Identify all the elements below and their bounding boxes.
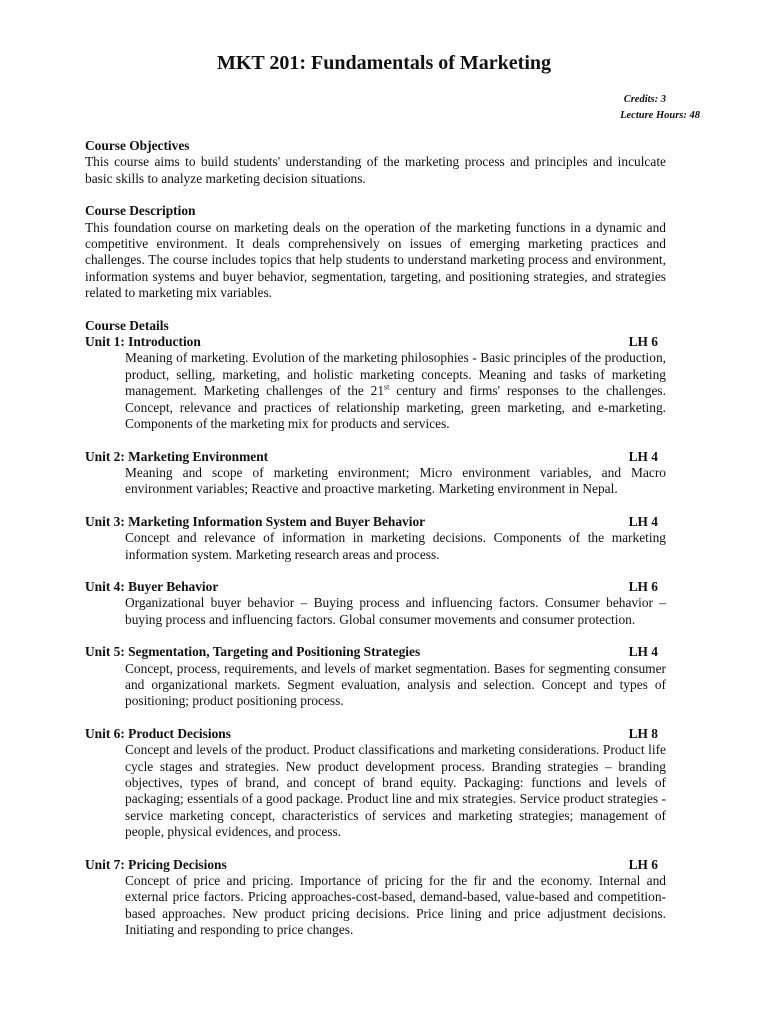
unit-title: Unit 5: Segmentation, Targeting and Positioning Strategies: [85, 644, 421, 660]
lecture-hours: LH 8: [628, 725, 658, 741]
unit-7: [85, 857, 666, 939]
unit-description: Concept and relevance of information in marketing decisions. Components of the marketing information system. Marketing research areas and process.: [125, 530, 666, 562]
course-details-heading: Course Details: [85, 317, 169, 333]
unit-title: Unit 7: Pricing Decisions: [85, 856, 227, 872]
course-objectives-heading: Course Objectives: [85, 138, 190, 153]
unit-3: [85, 514, 666, 563]
unit-description: Organizational buyer behavior – Buying process and influencing factors. Consumer behavior – buying process and influencing factors. Global consumer movements and consumer protection.: [125, 595, 666, 627]
unit-title: Unit 6: Product Decisions: [85, 725, 231, 741]
course-description-heading: Course Description: [85, 203, 196, 219]
unit-2: [85, 449, 666, 498]
lecture-hours-label: Lecture Hours: 48: [620, 110, 700, 121]
unit-1: [85, 334, 666, 432]
lecture-hours: LH 6: [628, 856, 658, 872]
unit-4: [85, 579, 666, 628]
credit-info: [586, 92, 700, 124]
course-description-section: [85, 203, 666, 301]
unit-title: Unit 4: Buyer Behavior: [85, 578, 219, 594]
unit-description: Meaning of marketing. Evolution of the marketing philosophies - Basic principles of the production, product, selling, marketing, and holistic marketing concepts. Meaning and tasks of marketing management. Marketing challenges of the 21st century and firms' responses to the challenges. Concept, relevance and practices of relationship marketing, green marketing, and e-marketing. Components of the marketing mix for products and services.: [125, 350, 666, 432]
unit-5: [85, 644, 666, 710]
unit-title: Unit 1: Introduction: [85, 334, 201, 350]
lecture-hours: LH 6: [628, 578, 658, 594]
lecture-hours: LH 4: [628, 513, 658, 529]
course-objectives-section: [85, 138, 666, 187]
lecture-hours: LH 6: [628, 334, 658, 350]
document-body: [85, 138, 666, 955]
page-title: MKT 201: Fundamentals of Marketing: [216, 52, 552, 74]
unit-description: Concept, process, requirements, and levels of market segmentation. Bases for segmenting consumer and organizational markets. Segment evaluation, analysis and selection. Concept and types of positioning; product positioning process.: [125, 660, 666, 709]
course-description-text: This foundation course on marketing deals on the operation of the marketing functions in a dynamic and competitive environment. It deals comprehensively on issues of emerging marketing practices and challenges. The course includes topics that help students to understand marketing process and environment, information systems and buyer behavior, segmentation, targeting, and positioning strategies, and strategies related to marketing mix variables.: [85, 219, 666, 301]
unit-description: Concept and levels of the product. Product classifications and marketing considerations. Product life cycle stages and strategies. New product development process. Branding strategies – branding objectives, types of brand, and concept of brand equity. Packaging: functions and levels of packaging; essentials of a good package. Product line and mix strategies. Service product strategies - service marketing concept, characteristics of services and marketing strategies; management of people, physical evidences, and process.: [125, 742, 666, 840]
unit-description: Meaning and scope of marketing environment; Micro environment variables, and Macro environment variables; Reactive and proactive marketing. Marketing environment in Nepal.: [125, 464, 666, 497]
unit-description: Concept of price and pricing. Importance of pricing for the fir and the economy. Internal and external price factors. Pricing approaches-cost-based, demand-based, value-based and competition-based approaches. New product pricing decisions. Price lining and price adjustment decisions. Initiating and responding to price changes.: [125, 873, 666, 938]
lecture-hours: LH 4: [628, 448, 658, 464]
unit-title: Unit 3: Marketing Information System and Buyer Behavior: [85, 513, 426, 529]
unit-title: Unit 2: Marketing Environment: [85, 448, 269, 464]
course-objectives-text: This course aims to build students' understanding of the marketing process and principles and inculcate basic skills to analyze marketing decision situations.: [85, 154, 666, 186]
ordinal-suffix: st: [384, 382, 390, 392]
unit-6: [85, 726, 666, 841]
lecture-hours: LH 4: [628, 644, 658, 660]
credits-label: Credits: 3: [623, 94, 666, 105]
